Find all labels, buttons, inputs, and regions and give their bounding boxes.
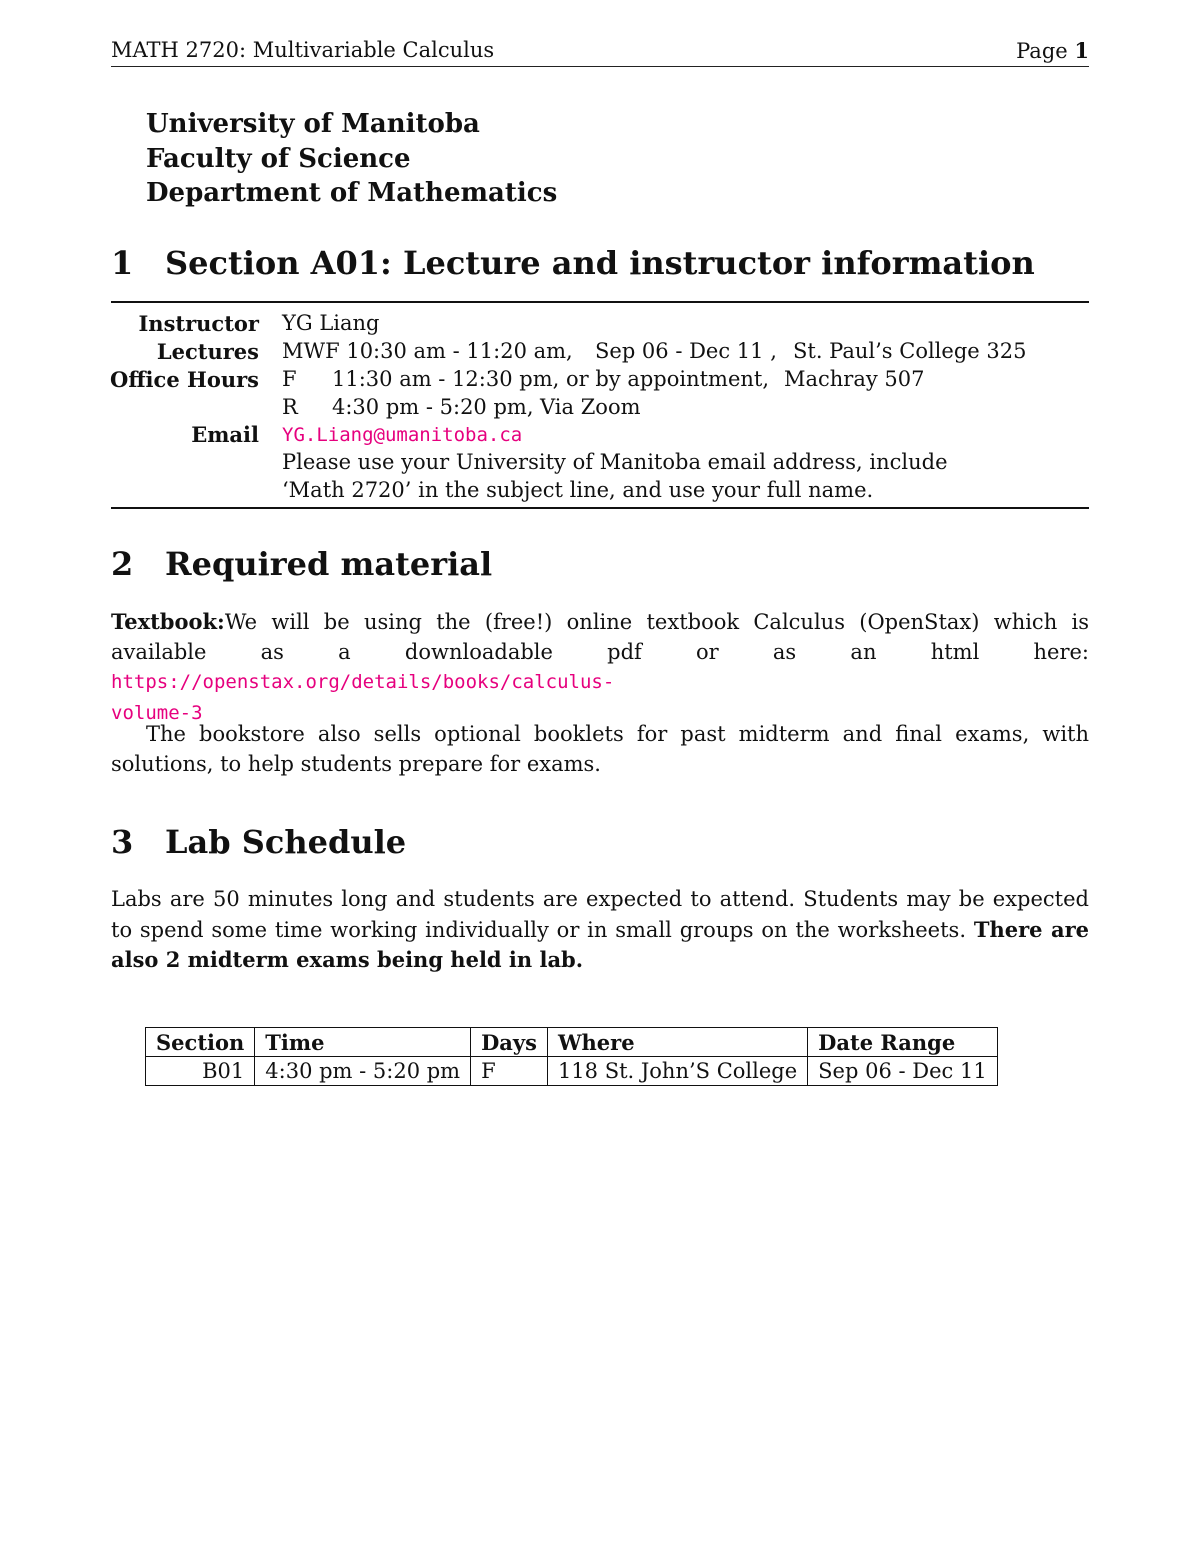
page-header <box>111 38 1089 67</box>
cell-date-range: Sep 06 - Dec 11 <box>808 1057 998 1086</box>
course-title: MATH 2720: Multivariable Calculus <box>111 38 495 62</box>
lectures-time: MWF 10:30 am - 11:20 am, <box>282 339 573 363</box>
office-hours-label: Office Hours <box>110 367 259 392</box>
cell-days: F <box>471 1057 548 1086</box>
column-header-time: Time <box>255 1028 471 1057</box>
table-header-row <box>146 1028 998 1057</box>
department-name: Department of Mathematics <box>146 178 558 208</box>
faculty-name: Faculty of Science <box>146 143 411 174</box>
office-hours-2-place: Via Zoom <box>540 395 641 419</box>
email-note-line-1: Please use your University of Manitoba email address, include <box>282 450 948 474</box>
office-hours-2-day: R <box>282 395 298 419</box>
column-header-days: Days <box>471 1028 548 1057</box>
lectures-label: Lectures <box>156 339 259 364</box>
textbook-link-part-2[interactable]: volume-3 <box>111 701 203 724</box>
section-3-heading <box>111 823 406 861</box>
email-label: Email <box>191 422 259 447</box>
lectures-place: St. Paul’s College 325 <box>793 339 1027 363</box>
page-number: 1 <box>1074 38 1089 63</box>
institution-block <box>146 107 557 211</box>
email-note-line-2: ‘Math 2720’ in the subject line, and use your full name. <box>282 478 874 502</box>
section-2-title: Required material <box>165 545 493 583</box>
lab-schedule-table <box>145 1027 998 1086</box>
table-bottom-rule <box>111 507 1089 509</box>
university-name: University of Manitoba <box>146 109 480 139</box>
column-header-section: Section <box>146 1028 255 1057</box>
cell-section: B01 <box>146 1057 255 1086</box>
office-hours-2-time: 4:30 pm - 5:20 pm, <box>332 395 534 419</box>
section-3-number: 3 <box>111 823 134 861</box>
textbook-link-part-1[interactable]: https://openstax.org/details/books/calculus- <box>111 671 615 693</box>
section-1-heading <box>111 244 1035 282</box>
email-link[interactable]: YG.Liang@umanitoba.ca <box>282 424 523 446</box>
office-hours-1-day: F <box>282 367 297 391</box>
office-hours-1-place: Machray 507 <box>784 367 925 391</box>
lab-intro-paragraph <box>111 885 1089 976</box>
lectures-dates: Sep 06 - Dec 11 , <box>595 339 777 363</box>
table-row <box>146 1057 998 1086</box>
instructor-value: YG Liang <box>282 311 380 335</box>
section-1-title: Section A01: Lecture and instructor information <box>165 244 1035 282</box>
cell-where: 118 St. John’S College <box>547 1057 807 1086</box>
lab-intro-bold: There are also 2 midterm exams being held in lab. <box>111 916 1089 972</box>
section-2-heading <box>111 545 492 583</box>
office-hours-1-time: 11:30 am - 12:30 pm, or by appointment, <box>332 367 770 391</box>
column-header-date-range: Date Range <box>808 1028 998 1057</box>
page-label: Page <box>1016 39 1068 63</box>
table-top-rule <box>111 301 1089 303</box>
lab-intro-text: Labs are 50 minutes long and students are expected to attend. Students may be expected to spend some time working individually or in small groups on the worksheets. <box>111 887 1089 942</box>
instructor-label: Instructor <box>138 311 259 336</box>
textbook-label: Textbook: <box>111 609 225 634</box>
section-1-number: 1 <box>111 244 134 282</box>
textbook-paragraph <box>111 607 1089 728</box>
page-indicator <box>1016 38 1089 63</box>
cell-time: 4:30 pm - 5:20 pm <box>255 1057 471 1086</box>
bookstore-paragraph: The bookstore also sells optional booklets for past midterm and final exams, with solutions, to help students prepare for exams. <box>111 722 1089 776</box>
section-2-number: 2 <box>111 545 134 583</box>
textbook-text: We will be using the (free!) online textbook Calculus (OpenStax) which is available as a downloadable pdf or as an html here: <box>111 610 1089 664</box>
section-3-title: Lab Schedule <box>165 823 407 861</box>
column-header-where: Where <box>547 1028 807 1057</box>
